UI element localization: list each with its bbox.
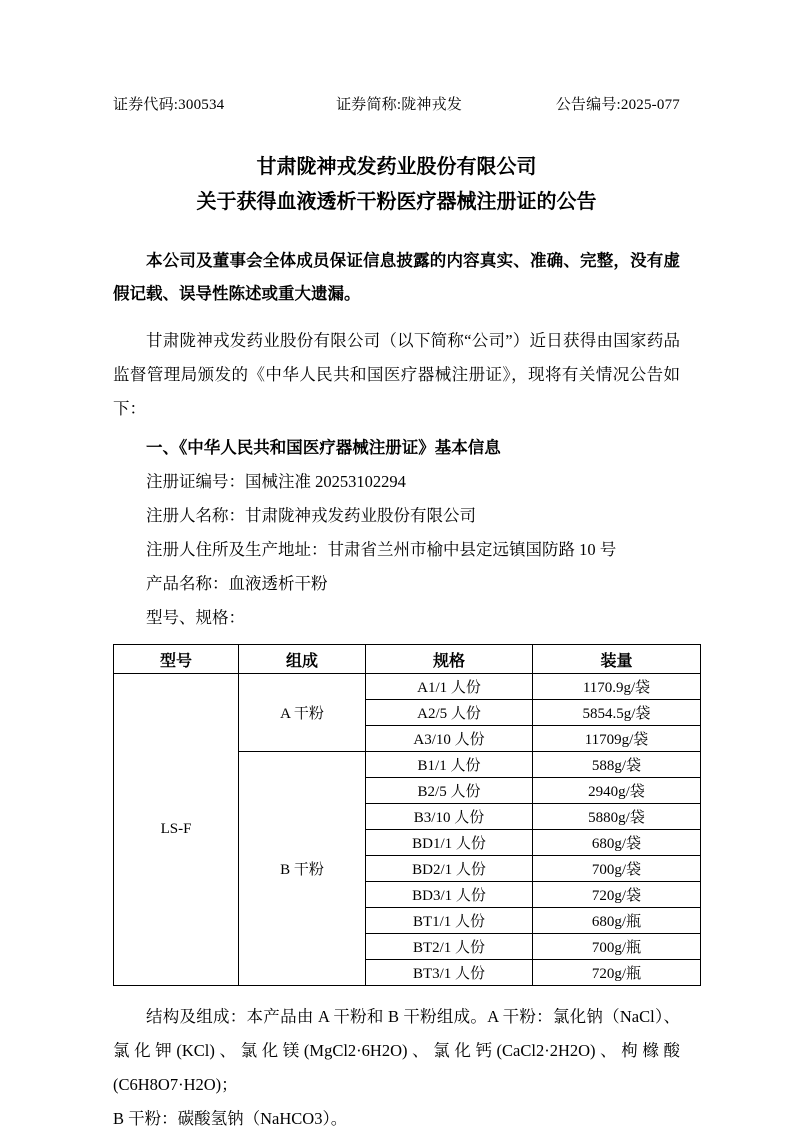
cell-volume: 680g/瓶 [533, 908, 701, 934]
field-registrant-name: 注册人名称：甘肃陇神戎发药业股份有限公司 [146, 506, 476, 526]
cell-volume: 700g/瓶 [533, 934, 701, 960]
document-header [113, 95, 680, 116]
cell-volume: 1170.9g/袋 [533, 674, 701, 700]
cell-spec: BT2/1 人份 [366, 934, 533, 960]
structure-composition-line-2: B 干粉：碳酸氢钠（NaHCO3）。 [113, 1108, 348, 1128]
disclosure-statement: 本公司及董事会全体成员保证信息披露的内容真实、准确、完整，没有虚假记载、误导性陈述或重大遗漏。 [113, 251, 680, 303]
field-product-name: 产品名称：血液透析干粉 [146, 573, 328, 593]
field-registration-number: 注册证编号：国械注准 20253102294 [146, 472, 406, 492]
security-name: 证券简称:陇神戎发 [336, 97, 463, 113]
cell-spec: BT3/1 人份 [366, 960, 533, 986]
cell-volume: 2940g/袋 [533, 778, 701, 804]
intro-paragraph: 甘肃陇神戎发药业股份有限公司（以下简称“公司”）近日获得由国家药品监督管理局颁发的《中华人民共和国医疗器械注册证》，现将有关情况公告如下： [113, 331, 680, 418]
structure-composition-line-1: 结构及组成：本产品由 A 干粉和 B 干粉组成。A 干粉：氯化钠（NaCl）、氯化钾(KCl)、氯化镁(MgCl2·6H2O)、氯化钙(CaCl2·2H2O)、枸橼酸(C6H8O7·H2O)； [113, 1007, 680, 1094]
cell-spec: BD3/1 人份 [366, 882, 533, 908]
cell-composition-b: B 干粉 [239, 752, 366, 986]
table-header-model: 型号 [114, 645, 239, 674]
cell-spec: BD2/1 人份 [366, 856, 533, 882]
cell-volume: 5880g/袋 [533, 804, 701, 830]
cell-spec: B2/5 人份 [366, 778, 533, 804]
table-header-spec: 规格 [366, 645, 533, 674]
cell-volume: 588g/袋 [533, 752, 701, 778]
cell-volume: 11709g/袋 [533, 726, 701, 752]
cell-spec: B3/10 人份 [366, 804, 533, 830]
table-header-composition: 组成 [239, 645, 366, 674]
cell-model: LS-F [114, 674, 239, 986]
security-code: 证券代码:300534 [113, 97, 225, 113]
field-model-spec: 型号、规格： [146, 607, 245, 627]
table-header-volume: 装量 [533, 645, 701, 674]
cell-volume: 700g/袋 [533, 856, 701, 882]
notice-number: 公告编号:2025-077 [555, 97, 680, 113]
cell-volume: 680g/袋 [533, 830, 701, 856]
cell-composition-a: A 干粉 [239, 674, 366, 752]
cell-volume: 720g/袋 [533, 882, 701, 908]
cell-volume: 5854.5g/袋 [533, 700, 701, 726]
page-title [113, 150, 680, 220]
title-line-1: 甘肃陇神戎发药业股份有限公司 [256, 156, 537, 178]
cell-spec: A2/5 人份 [366, 700, 533, 726]
cell-spec: BT1/1 人份 [366, 908, 533, 934]
cell-spec: BD1/1 人份 [366, 830, 533, 856]
cell-volume: 720g/瓶 [533, 960, 701, 986]
cell-spec: A1/1 人份 [366, 674, 533, 700]
field-registrant-address: 注册人住所及生产地址：甘肃省兰州市榆中县定远镇国防路 10 号 [146, 539, 617, 559]
document-content [113, 95, 680, 1136]
title-line-2: 关于获得血液透析干粉医疗器械注册证的公告 [196, 191, 597, 213]
cell-spec: B1/1 人份 [366, 752, 533, 778]
section-1-title: 一、《中华人民共和国医疗器械注册证》基本信息 [146, 438, 501, 458]
specification-table [113, 644, 701, 986]
table-row [114, 674, 701, 700]
table-header-row [114, 645, 701, 674]
cell-spec: A3/10 人份 [366, 726, 533, 752]
